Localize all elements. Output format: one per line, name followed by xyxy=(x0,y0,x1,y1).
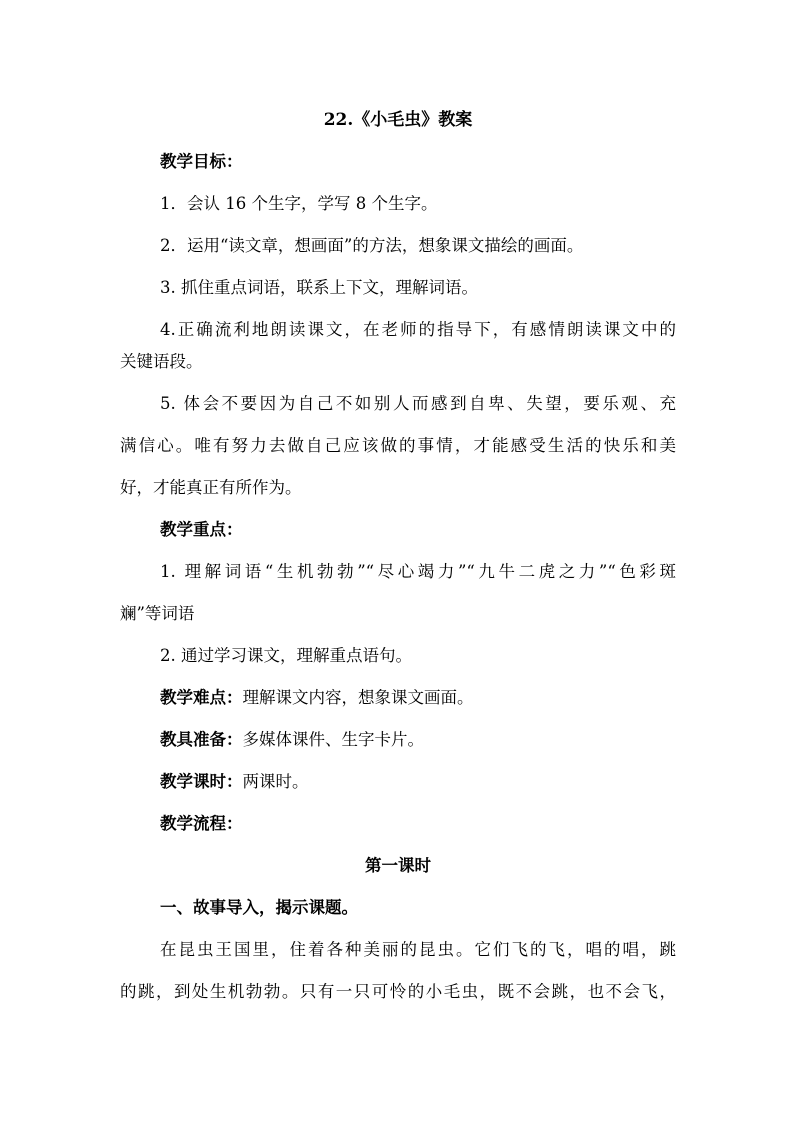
process-heading: 教学流程： xyxy=(160,814,243,833)
document-content xyxy=(120,104,676,1008)
materials-label: 教具准备： xyxy=(160,730,243,749)
key-points-heading: 教学重点： xyxy=(160,520,243,539)
objective-item-4-line-1: 4.正确流利地朗读课文，在老师的指导下，有感情朗读课文中的 xyxy=(160,320,676,339)
key-point-1-line-1: 1. 理解词语“生机勃勃”“尽心竭力”“九牛二虎之力”“色彩斑 xyxy=(160,562,676,581)
section-1-heading: 一、故事导入，揭示课题。 xyxy=(160,898,358,917)
lesson-heading: 第一课时 xyxy=(365,856,431,875)
objectives-heading: 教学目标： xyxy=(160,152,243,171)
key-point-2: 2. 通过学习课文，理解重点语句。 xyxy=(160,646,412,665)
objective-item-5-line-1: 5. 体会不要因为自己不如别人而感到自卑、失望，要乐观、充 xyxy=(160,394,676,413)
difficulty-text: 理解课文内容，想象课文画面。 xyxy=(242,688,474,707)
difficulty-row xyxy=(120,682,676,714)
key-point-1-line-2: 斓”等词语 xyxy=(120,604,195,623)
hours-row xyxy=(120,766,676,798)
hours-label: 教学课时： xyxy=(160,772,243,791)
hours-text: 两课时。 xyxy=(242,772,309,791)
objective-item-4-line-2: 关键语段。 xyxy=(120,352,203,371)
paragraph-1-line-2: 的跳，到处生机勃勃。只有一只可怜的小毛虫，既不会跳，也不会飞， xyxy=(120,982,676,1001)
objective-item-3: 3. 抓住重点词语，联系上下文，理解词语。 xyxy=(160,278,478,297)
document-title: 22.《小毛虫》教案 xyxy=(323,110,473,130)
objective-item-1: 1．会认 16 个生字，学写 8 个生字。 xyxy=(160,194,438,213)
paragraph-1-line-1: 在昆虫王国里，住着各种美丽的昆虫。它们飞的飞，唱的唱，跳 xyxy=(160,940,676,959)
difficulty-label: 教学难点： xyxy=(160,688,243,707)
objective-item-5-line-3: 好，才能真正有所作为。 xyxy=(120,478,302,497)
objective-item-5-line-2: 满信心。唯有努力去做自己应该做的事情，才能感受生活的快乐和美 xyxy=(120,436,676,455)
objective-item-2: 2．运用“读文章，想画面”的方法，想象课文描绘的画面。 xyxy=(160,236,584,255)
materials-row xyxy=(120,724,676,756)
materials-text: 多媒体课件、生字卡片。 xyxy=(242,730,424,749)
